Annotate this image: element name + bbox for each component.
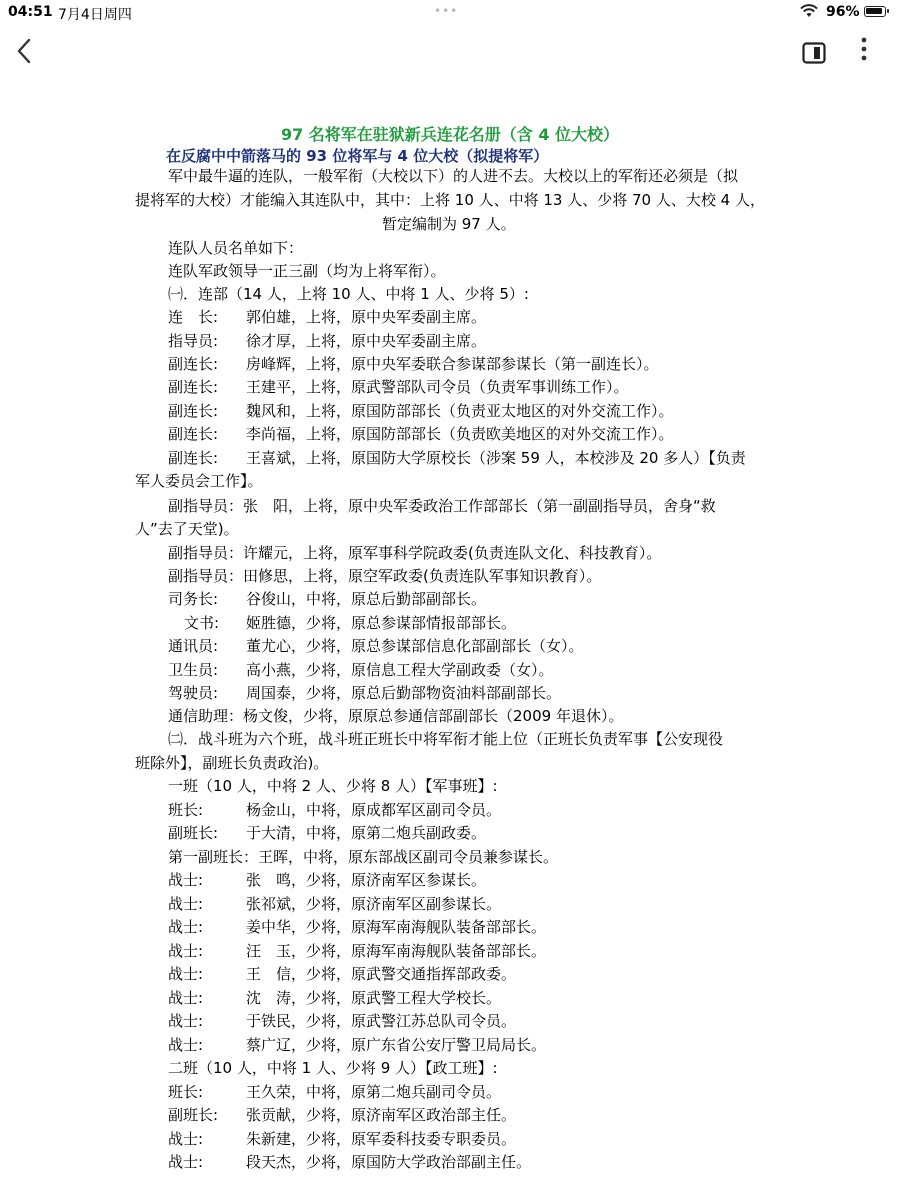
deputy-instructor-2: 副指导员：许耀元，上将，原军事科学院政委(负责连队文化、科技教育）。: [168, 544, 662, 562]
role-label: 文书:: [184, 614, 220, 632]
status-bar: [0, 0, 900, 26]
sidebar-icon: [802, 42, 826, 64]
role-label: 指导员:: [168, 332, 219, 350]
leaders-line: 连队军政领导一正三副（均为上将军衔）。: [168, 262, 446, 280]
role-label: 副连长:: [168, 355, 219, 373]
role-label: 司务长:: [168, 590, 219, 608]
wifi-icon: [800, 4, 818, 22]
list-header: 连队人员名单如下：: [168, 239, 304, 257]
chevron-left-icon: [14, 36, 34, 66]
role-label: 战士:: [168, 1153, 204, 1171]
member-info: 王久荣，中将，原第二炮兵副司令员。: [246, 1083, 502, 1101]
member-info: 郭伯雄，上将，原中央军委副主席。: [246, 308, 487, 326]
member-info: 段天杰，少将，原国防大学政治部副主任。: [246, 1153, 532, 1171]
section-2-header-b: 班除外】，副班长负责政治)。: [135, 754, 329, 772]
member-info: 魏风和，上将，原国防部部长（负责亚太地区的对外交流工作）。: [246, 402, 674, 420]
role-label: 战士:: [168, 918, 204, 936]
more-options-button[interactable]: [846, 36, 882, 72]
sidebar-toggle-button[interactable]: [802, 42, 826, 64]
role-label: 副连长:: [168, 402, 219, 420]
role-label: 卫生员:: [168, 661, 219, 679]
intro-line-3: 暂定编制为 97 人。: [382, 215, 516, 233]
member-info: 李尚福，上将，原国防部部长（负责欧美地区的对外交流工作）。: [246, 425, 674, 443]
member-info: 王 信，少将，原武警交通指挥部政委。: [246, 965, 517, 983]
squad-2-header: 二班（10 人，中将 1 人、少将 9 人）【政工班】:: [168, 1059, 498, 1077]
role-label: 战士:: [168, 965, 204, 983]
member-info: 姬胜德，少将，原总参谋部情报部部长。: [246, 614, 517, 632]
member-info: 高小燕，少将，原信息工程大学副政委（女）。: [246, 661, 554, 679]
role-label: 副连长:: [168, 449, 219, 467]
member-info: 王喜斌，上将，原国防大学原校长（涉案 59 人，本校涉及 20 多人）【负责: [246, 449, 746, 467]
role-label: 班长:: [168, 801, 204, 819]
member-info: 杨金山，中将，原成都军区副司令员。: [246, 801, 502, 819]
role-label: 副连长:: [168, 378, 219, 396]
role-label: 战士:: [168, 989, 204, 1007]
intro-line-1: 军中最牛逼的连队，一般军衔（大校以下）的人进不去。大校以上的军衔还必须是（拟: [168, 167, 739, 185]
section-2-header-a: ㈡．战斗班为六个班，战斗班正班长中将军衔才能上位（正班长负责军事【公安现役: [168, 730, 724, 748]
more-vertical-icon: [860, 36, 868, 62]
battery-icon: [864, 6, 886, 17]
role-label: 连 长:: [168, 308, 219, 326]
status-date: 7月4日周四: [58, 7, 132, 23]
role-label: 副班长:: [168, 824, 219, 842]
doc-subtitle: 在反腐中中箭落马的 93 位将军与 4 位大校（拟提将军）: [166, 147, 549, 165]
comm-assistant-line: 通信助理：杨文俊，少将，原原总参通信部副部长（2009 年退休）。: [168, 707, 624, 725]
viewer-toolbar: [0, 26, 900, 82]
member-info: 蔡广辽，少将，原广东省公安厅警卫局局长。: [246, 1036, 547, 1054]
member-info: 周国泰，少将，原总后勤部物资油料部副部长。: [246, 684, 562, 702]
role-label: 战士:: [168, 1036, 204, 1054]
deputy-instructor-1b: 人”去了天堂)。: [135, 520, 239, 538]
member-info: 沈 涛，少将，原武警工程大学校长。: [246, 989, 502, 1007]
member-info: 董尤心，少将，原总参谋部信息化部副部长（女）。: [246, 637, 584, 655]
deputy-instructor-1a: 副指导员：张 阳，上将，原中央军委政治工作部部长（第一副副指导员，舍身“救: [168, 497, 716, 515]
squad-1-header: 一班（10 人，中将 2 人、少将 8 人）【军事班】:: [168, 777, 498, 795]
member-info: 朱新建，少将，原军委科技委专职委员。: [246, 1130, 517, 1148]
member-info: 于大清，中将，原第二炮兵副政委。: [246, 824, 487, 842]
document-page: [0, 86, 900, 1200]
member-info: 房峰辉，上将，原中央军委联合参谋部参谋长（第一副连长）。: [246, 355, 659, 373]
member-info: 张 鸣，少将，原济南军区参谋长。: [246, 871, 487, 889]
role-label: 副班长:: [168, 1106, 219, 1124]
role-label: 战士:: [168, 895, 204, 913]
hq-wrap-line: 军人委员会工作】。: [135, 472, 263, 490]
role-label: 副连长:: [168, 425, 219, 443]
role-label: 驾驶员:: [168, 684, 219, 702]
member-info: 汪 玉，少将，原海军南海舰队装备部部长。: [246, 942, 547, 960]
role-label: 战士:: [168, 942, 204, 960]
status-time: 04:51: [8, 4, 53, 20]
battery-level: [866, 8, 882, 14]
member-info: 姜中华，少将，原海军南海舰队装备部部长。: [246, 918, 547, 936]
section-1-header: ㈠．连部（14 人，上将 10 人、中将 1 人、少将 5）:: [168, 285, 529, 303]
member-info: 张祁斌，少将，原济南军区副参谋长。: [246, 895, 502, 913]
member-info: 于铁民，少将，原武警江苏总队司令员。: [246, 1012, 517, 1030]
back-button[interactable]: [14, 36, 50, 72]
role-label: 班长:: [168, 1083, 204, 1101]
squad-1-first-deputy: 第一副班长：王晖，中将，原东部战区副司令员兼参谋长。: [168, 848, 559, 866]
deputy-instructor-3: 副指导员：田修思，上将，原空军政委(负责连队军事知识教育）。: [168, 567, 602, 585]
member-info: 徐才厚，上将，原中央军委副主席。: [246, 332, 487, 350]
member-info: 谷俊山，中将，原总后勤部副部长。: [246, 590, 487, 608]
member-info: 王建平，上将，原武警部队司令员（负责军事训练工作）。: [246, 378, 629, 396]
role-label: 战士:: [168, 1012, 204, 1030]
role-label: 战士:: [168, 1130, 204, 1148]
doc-title: 97 名将军在驻狱新兵连花名册（含 4 位大校）: [280, 125, 620, 144]
multitasking-dots-icon[interactable]: •••: [434, 4, 459, 18]
battery-percentage: 96%: [826, 4, 860, 20]
intro-line-2: 提将军的大校）才能编入其连队中，其中：上将 10 人、中将 13 人、少将 70 人、大校 4 人，: [135, 191, 765, 209]
role-label: 通讯员:: [168, 637, 219, 655]
role-label: 战士:: [168, 871, 204, 889]
member-info: 张贡献，少将，原济南军区政治部主任。: [246, 1106, 517, 1124]
